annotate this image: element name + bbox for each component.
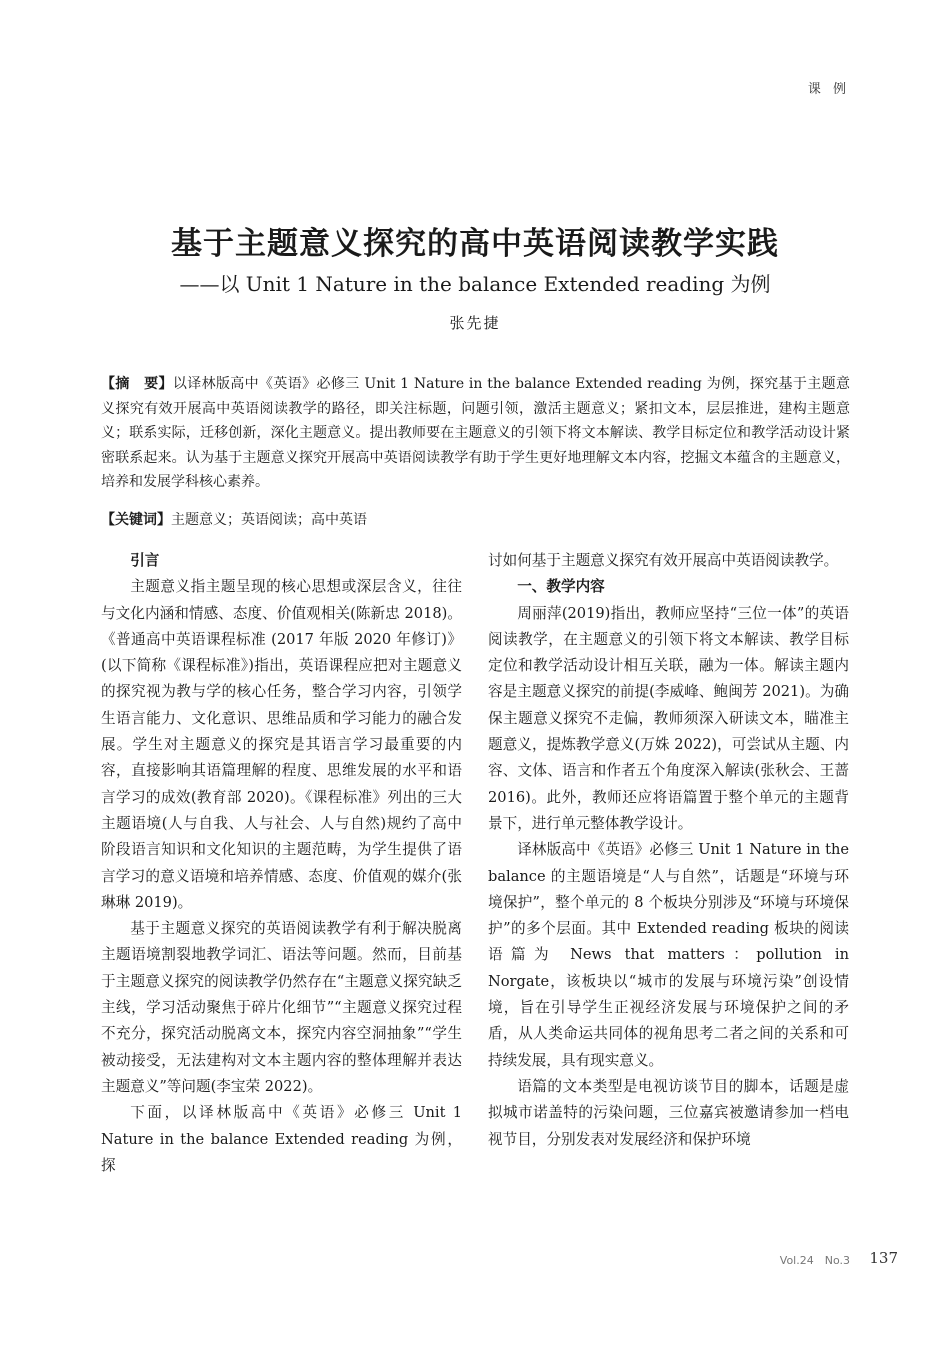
abstract-label: 【摘 要】 — [101, 376, 173, 392]
article-title: 基于主题意义探究的高中英语阅读教学实践 — [171, 226, 779, 262]
paragraph: 主题意义指主题呈现的核心思想或深层含义，往往与文化内涵和情感、态度、价值观相关(陈新忠 2018)。《普通高中英语课程标准 (2017 年版 2020 年修订)》(以下简称《课程标准》)指出，英语课程应把对主题意义的探究视为教与学的核心任务，整合学习内容，引领学生语言能力、文化意识、思维品质和学习能力的融合发展。学生对主题意义的探究是其语言学习最重要的内容，直接影响其语篇理解的程度、思维发展的水平和语言学习的成效(教育部 2020)。《课程标准》列出的三大主题语境(人与自我、人与社会、人与自然)规约了高中阶段语言知识和文化知识的主题范畴，为学生提供了语言学习的意义语境和培养情感、态度、价值观的媒介(张琳琳 2019)。 — [101, 578, 462, 911]
page-number: 137 — [869, 1249, 898, 1267]
article-subtitle: ——以 Unit 1 Nature in the balance Extended reading 为例 — [179, 272, 771, 296]
abstract-text: 以译林版高中《英语》必修三 Unit 1 Nature in the balance Extended reading 为例，探究基于主题意义探究有效开展高中英语阅读教学的路径，即关注标题，问题引领，激活主题意义；紧扣文本，层层推进，建构主题意义；联系实际，迁移创新，深化主题意义。提出教师要在主题意义的引领下将文本解读、教学目标定位和教学活动设计紧密联系起来。认为基于主题意义探究开展高中英语阅读教学有助于学生更好地理解文本内容，挖掘文本蕴含的主题意义，培养和发展学科核心素养。 — [101, 376, 850, 490]
left-column — [101, 548, 462, 1179]
keywords-label: 【关键词】 — [101, 512, 171, 528]
paragraph: 周丽萍(2019)指出，教师应坚持“三位一体”的英语阅读教学，在主题意义的引领下将文本解读、教学目标定位和教学活动设计相互关联，融为一体。解读主题内容是主题意义探究的前提(李威峰、鲍闽芳 2021)。为确保主题意义探究不走偏，教师须深入研读文本，瞄准主题意义，提炼教学意义(万姝 2022)，可尝试从主题、内容、文体、语言和作者五个角度深入解读(张秋会、王蔷 2016)。此外，教师还应将语篇置于整个单元的主题背景下，进行单元整体教学设计。 — [488, 604, 849, 832]
paragraph: 语篇的文本类型是电视访谈节目的脚本，话题是虚拟城市诺盖特的污染问题，三位嘉宾被邀请参加一档电视节目，分别发表对发展经济和保护环境 — [488, 1077, 849, 1148]
abstract — [101, 372, 850, 495]
paragraph-continued: 讨如何基于主题意义探究有效开展高中英语阅读教学。 — [488, 552, 839, 569]
keywords — [101, 508, 850, 532]
section-heading-1: 一、教学内容 — [517, 578, 605, 596]
keywords-text: 主题意义；英语阅读；高中英语 — [171, 512, 367, 528]
paragraph: 译林版高中《英语》必修三 Unit 1 Nature in the balance 的主题语境是“人与自然”，话题是“环境与环境保护”，整个单元的 8 个板块分别涉及“环境与环境保护”的多个层面。其中 Extended reading 板块的阅读语篇为 News that matters：pollution in Norgate，该板块以“城市的发展与环境污染”创设情境，旨在引导学生正视经济发展与环境保护之间的矛盾，从人类命运共同体的视角思考二者之间的关系和可持续发展，具有现实意义。 — [488, 841, 849, 1069]
paragraph: 下面，以译林版高中《英语》必修三 Unit 1 Nature in the balance Extended reading 为例，探 — [101, 1104, 462, 1174]
journal-issue: Vol.24 No.3 — [779, 1254, 850, 1267]
section-heading-intro: 引言 — [130, 552, 160, 569]
author-name: 张先捷 — [449, 314, 501, 332]
right-column — [488, 548, 849, 1153]
paragraph: 基于主题意义探究的英语阅读教学有利于解决脱离主题语境割裂地教学词汇、语法等问题。然而，目前基于主题意义探究的阅读教学仍然存在“主题意义探究缺乏主线，学习活动聚焦于碎片化细节”“主题意义探究过程不充分，探究活动脱离文本，探究内容空洞抽象”“学生被动接受，无法建构对文本主题内容的整体理解并表达主题意义”等问题(李宝荣 2022)。 — [101, 920, 462, 1095]
running-head: 课 例 — [807, 82, 850, 97]
